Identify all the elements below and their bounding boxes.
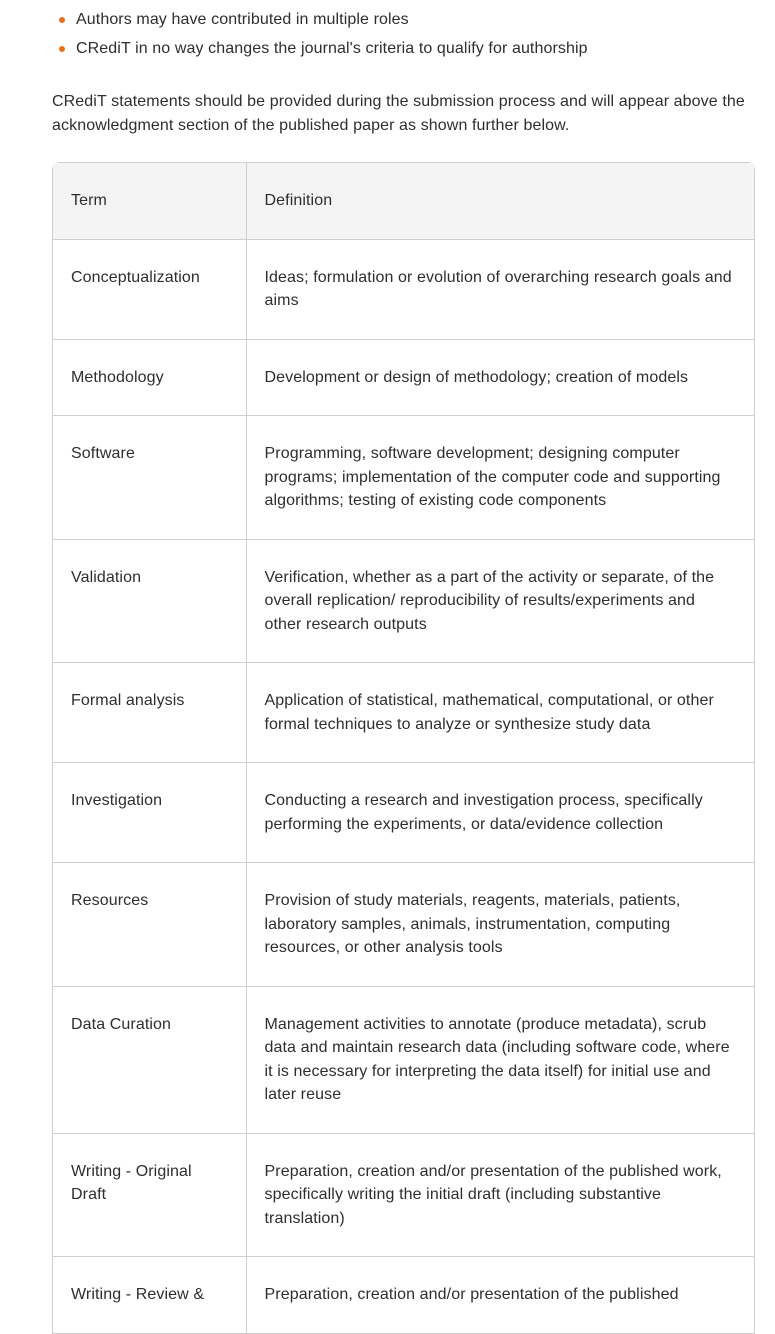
bullet-list	[52, 9, 755, 60]
table-header-row	[53, 163, 754, 239]
table-row	[53, 239, 754, 339]
list-item-text: Authors may have contributed in multiple roles	[76, 11, 409, 28]
term-cell: Investigation	[53, 763, 246, 863]
table-row	[53, 339, 754, 416]
table	[53, 163, 754, 1333]
list-item-text: CRediT in no way changes the journal's criteria to qualify for authorship	[76, 40, 588, 57]
table-row	[53, 539, 754, 663]
bullet-icon	[59, 46, 65, 52]
term-cell: Writing - Review &	[53, 1257, 246, 1333]
credit-terms-table	[52, 162, 755, 1334]
intro-paragraph: CRediT statements should be provided during the submission process and will appear above the acknowledgment section of the published paper as shown further below.	[52, 93, 745, 134]
term-cell: Data Curation	[53, 986, 246, 1133]
column-header-term: Term	[53, 163, 246, 239]
table-row	[53, 763, 754, 863]
definition-cell: Conducting a research and investigation process, specifically performing the experiments, or data/evidence collection	[246, 763, 754, 863]
table-row	[53, 663, 754, 763]
term-cell: Validation	[53, 539, 246, 663]
definition-cell: Application of statistical, mathematical, computational, or other formal techniques to analyze or synthesize study data	[246, 663, 754, 763]
definition-cell: Development or design of methodology; creation of models	[246, 339, 754, 416]
term-cell: Writing - Original Draft	[53, 1133, 246, 1257]
table-row	[53, 1257, 754, 1333]
table-row	[53, 986, 754, 1133]
table-row	[53, 863, 754, 987]
term-cell: Software	[53, 416, 246, 540]
definition-cell: Ideas; formulation or evolution of overarching research goals and aims	[246, 239, 754, 339]
list-item	[52, 38, 755, 60]
table-row	[53, 416, 754, 540]
column-header-definition: Definition	[246, 163, 754, 239]
bullet-icon	[59, 17, 65, 23]
term-cell: Formal analysis	[53, 663, 246, 763]
definition-cell: Management activities to annotate (produce metadata), scrub data and maintain research data (including software code, where it is necessary for interpreting the data itself) for initial use and later reuse	[246, 986, 754, 1133]
term-cell: Resources	[53, 863, 246, 987]
table-row	[53, 1133, 754, 1257]
definition-cell: Preparation, creation and/or presentation of the published	[246, 1257, 754, 1333]
definition-cell: Preparation, creation and/or presentation of the published work, specifically writing the initial draft (including substantive translation)	[246, 1133, 754, 1257]
list-item	[52, 9, 755, 31]
definition-cell: Programming, software development; designing computer programs; implementation of the computer code and supporting algorithms; testing of existing code components	[246, 416, 754, 540]
definition-cell: Provision of study materials, reagents, materials, patients, laboratory samples, animals, instrumentation, computing resources, or other analysis tools	[246, 863, 754, 987]
term-cell: Methodology	[53, 339, 246, 416]
definition-cell: Verification, whether as a part of the activity or separate, of the overall replication/ reproducibility of results/experiments and other research outputs	[246, 539, 754, 663]
term-cell: Conceptualization	[53, 239, 246, 339]
